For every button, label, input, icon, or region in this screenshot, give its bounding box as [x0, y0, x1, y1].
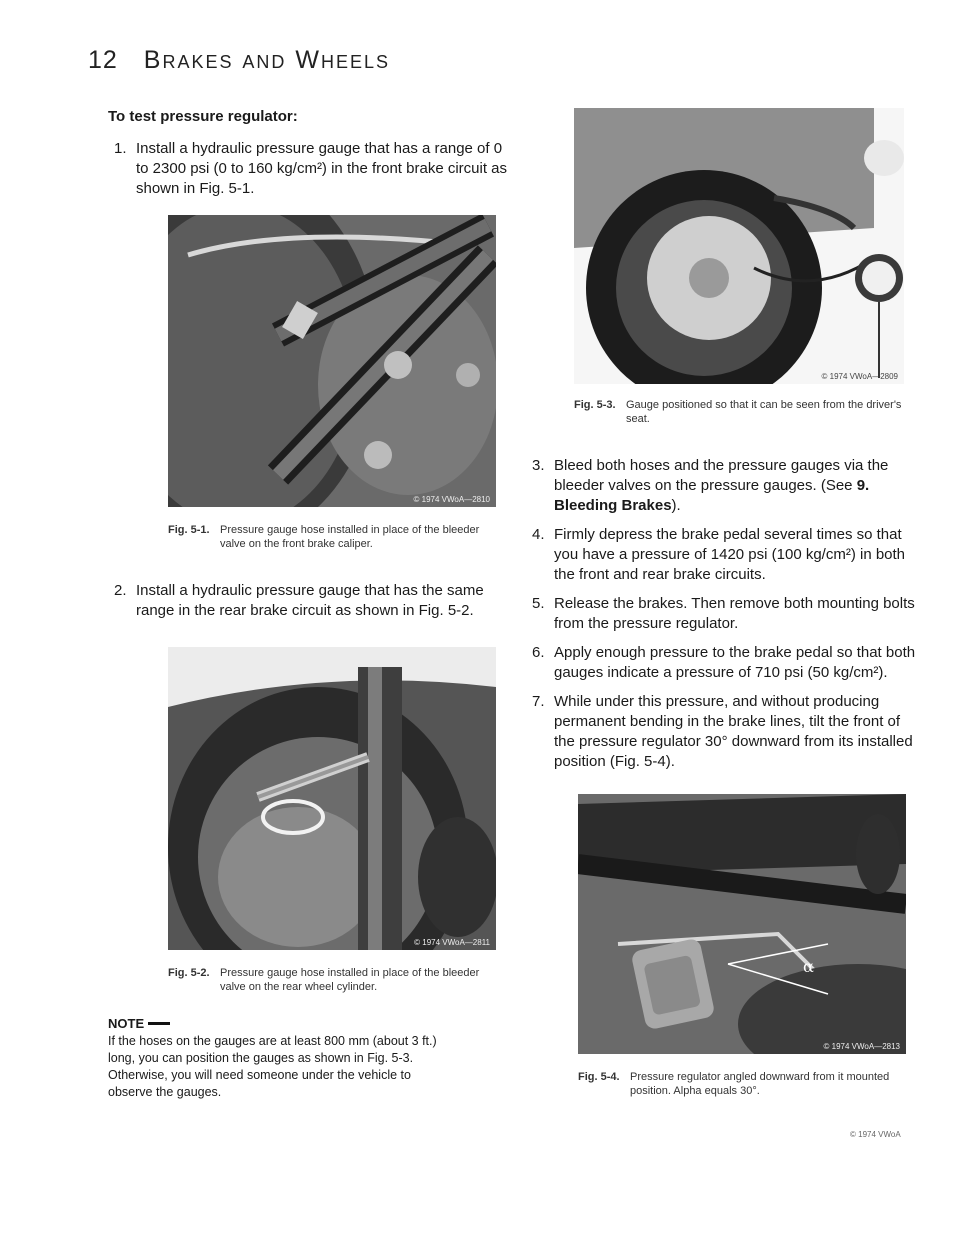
- step-number: 4.: [532, 526, 545, 543]
- step-number: 5.: [532, 595, 545, 612]
- caption-text: Pressure gauge hose installed in place of the bleeder valve on the front brake caliper.: [220, 524, 480, 550]
- figure-copyright: © 1974 VWoA—2809: [821, 372, 898, 381]
- figure-5-3-caption: [574, 398, 904, 426]
- step-1: [108, 139, 508, 199]
- note-text: If the hoses on the gauges are at least 800 mm (about 3 ft.) long, you can position the gauges as shown in Fig. 5-3. Otherwise, you will need someone under the vehicle to observe the gauges.: [108, 1034, 437, 1099]
- caption-text: Gauge positioned so that it can be seen from the driver's seat.: [626, 399, 902, 425]
- step-text: Firmly depress the brake pedal several times so that you have a pressure of 1420 psi (100 kg/cm²) in both the front and rear brake circuits.: [554, 526, 906, 583]
- step-text: Apply enough pressure to the brake pedal so that both gauges indicate a pressure of 710 psi (50 kg/cm²).: [554, 644, 916, 681]
- cross-reference: 9. Bleeding Brakes: [554, 477, 870, 514]
- figure-label: Fig. 5-4.: [578, 1071, 620, 1083]
- page-copyright: © 1974 VWoA: [850, 1130, 901, 1139]
- gauge-position-illustration: [574, 108, 904, 384]
- figure-5-4-photo: [578, 794, 906, 1054]
- step-number: 1.: [114, 140, 127, 157]
- step-text: While under this pressure, and without producing permanent bending in the brake lines, tilt the front of the pressure regulator 30° downward from its installed position (Fig. 5-4).: [554, 693, 913, 770]
- step-5: [526, 594, 916, 634]
- step-number: 3.: [532, 457, 545, 474]
- figure-copyright: © 1974 VWoA—2813: [823, 1042, 900, 1051]
- step-7: [526, 692, 916, 772]
- rear-wheel-cylinder-illustration: [168, 647, 496, 950]
- figure-5-2-photo: [168, 647, 496, 950]
- step-number: 2.: [114, 582, 127, 599]
- section-subheading: To test pressure regulator:: [108, 108, 298, 125]
- step-2: [108, 581, 508, 621]
- figure-5-3-photo: [574, 108, 904, 384]
- pressure-regulator-illustration: [578, 794, 906, 1054]
- brake-caliper-illustration: [168, 215, 496, 507]
- figure-copyright: © 1974 VWoA—2811: [414, 938, 490, 947]
- step-number: 7.: [532, 693, 545, 710]
- figure-5-4-caption: [578, 1070, 908, 1098]
- step-text: Bleed both hoses and the pressure gauges via the bleeder valves on the pressure gauges. (See 9. Bleeding Brakes).: [554, 457, 889, 514]
- page-header: [88, 46, 390, 75]
- step-number: 6.: [532, 644, 545, 661]
- note-title: NOTE: [108, 1016, 145, 1031]
- figure-label: Fig. 5-3.: [574, 399, 616, 411]
- figure-copyright: © 1974 VWoA—2810: [413, 495, 490, 504]
- caption-text: Pressure regulator angled downward from it mounted position. Alpha equals 30°.: [630, 1071, 890, 1097]
- note-heading: [108, 1016, 508, 1031]
- figure-5-2-caption: [168, 966, 498, 994]
- figure-label: Fig. 5-2.: [168, 967, 210, 979]
- page-number: 12: [88, 46, 118, 74]
- right-column: [526, 108, 916, 1098]
- note-rule: [148, 1022, 170, 1025]
- figure-label: Fig. 5-1.: [168, 524, 210, 536]
- step-text: Install a hydraulic pressure gauge that has the same range in the rear brake circuit as shown in Fig. 5-2.: [136, 582, 484, 619]
- caption-text: Pressure gauge hose installed in place of the bleeder valve on the rear wheel cylinder.: [220, 967, 480, 993]
- step-4: [526, 525, 916, 585]
- figure-5-1-caption: [168, 523, 498, 551]
- figure-5-1-photo: [168, 215, 496, 507]
- alpha-symbol: α: [803, 957, 814, 976]
- step-3: [526, 456, 916, 516]
- chapter-title: Brakes and Wheels: [143, 46, 390, 74]
- step-6: [526, 643, 916, 683]
- left-column: [108, 108, 508, 1101]
- step-text: Install a hydraulic pressure gauge that has a range of 0 to 2300 psi (0 to 160 kg/cm²) in the front brake circuit as shown in Fig. 5-1.: [136, 140, 508, 197]
- step-text: Release the brakes. Then remove both mounting bolts from the pressure regulator.: [554, 595, 915, 632]
